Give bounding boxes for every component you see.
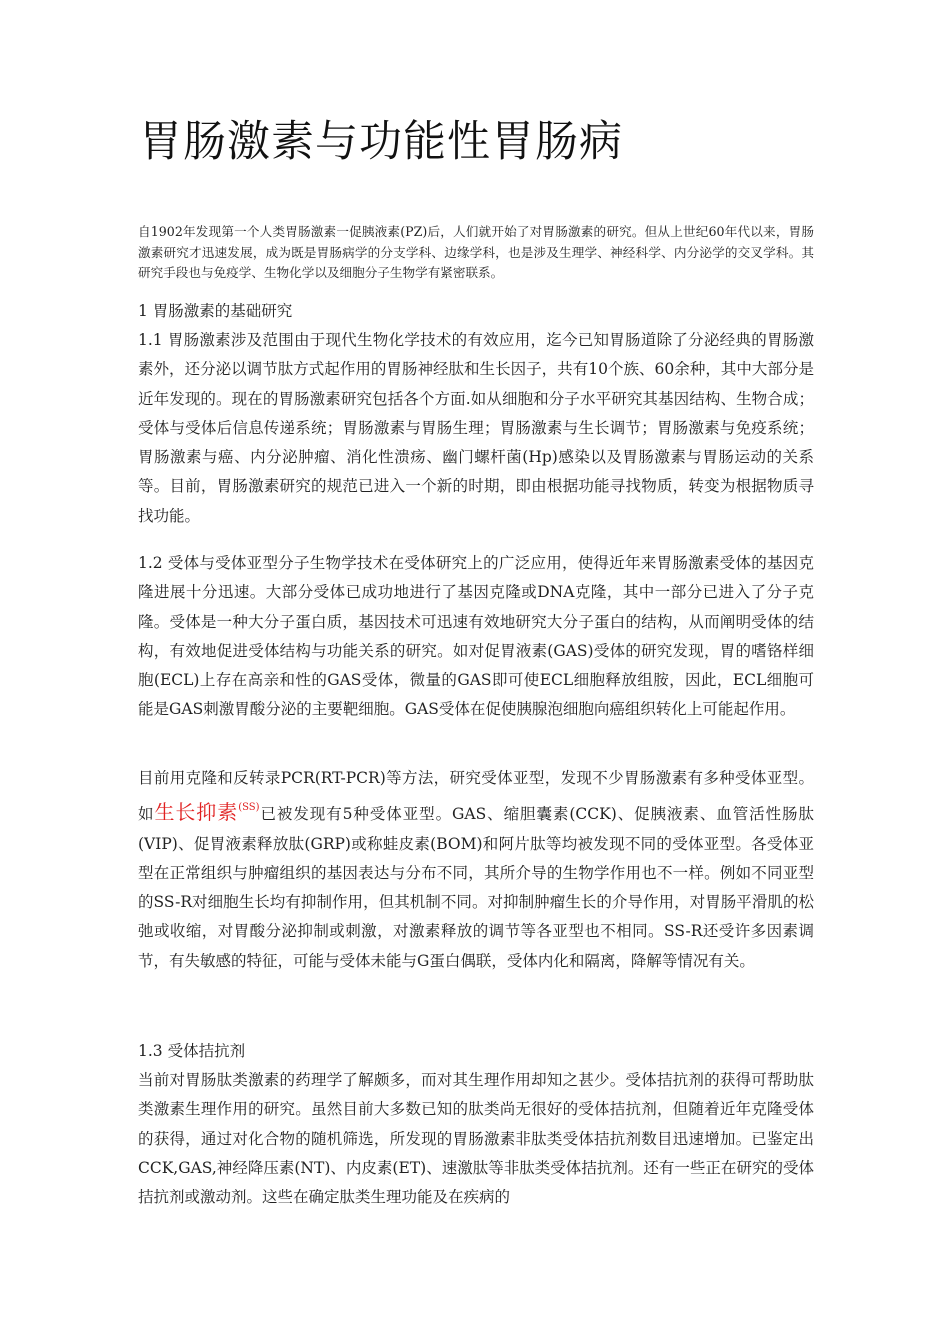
subtypes-text-before: 目前用克隆和反转录PCR(RT-PCR)等方法，研究受体亚型，发现不少胃肠激素有多种受体亚型。如 xyxy=(138,769,814,824)
section-1-3-paragraph: 当前对胃肠肽类激素的药理学了解颇多，而对其生理作用却知之甚少。受体拮抗剂的获得可帮助肽类激素生理作用的研究。虽然目前大多数已知的肽类尚无很好的受体拮抗剂，但随着近年克隆受体的获得，通过对化合物的随机筛选，所发现的胃肠激素非肽类受体拮抗剂数目迅速增加。已鉴定出CCK,GAS,神经降压素(NT)、内皮素(ET)、速激肽等非肽类受体拮抗剂。还有一些正在研究的受体拮抗剂或激动剂。这些在确定肽类生理功能及在疾病的 xyxy=(138,1071,814,1207)
intro-paragraph: 自1902年发现第一个人类胃肠激素一促胰液素(PZ)后，人们就开始了对胃肠激素的研究。但从上世纪60年代以来，胃肠激素研究才迅速发展，成为既是胃肠病学的分支学科、边缘学科，也是涉及生理学、神经科学、内分泌学的交叉学科。其研究手段也与免疫学、生物化学以及细胞分子生物学有紧密联系。 xyxy=(138,224,814,280)
somatostatin-abbrev: (SS) xyxy=(238,802,260,814)
subtypes-text-after: 已被发现有5种受体亚型。GAS、缩胆囊素(CCK)、促胰液素、血管活性肠肽(VIP)、促胃液素释放肽(GRP)或称蛙皮素(BOM)和阿片肽等均被发现不同的受体亚型。各受体亚型在正常组织与肿瘤组织的基因表达与分布不同，其所介导的生物学作用也不一样。例如不同亚型的SS-R对细胞生长均有抑制作用，但其机制不同。对抑制肿瘤生长的介导作用，对胃肠平滑肌的松弛或收缩，对胃酸分泌抑制或刺激，对激素释放的调节等各亚型也不相同。SS-R还受许多因素调节，有失敏感的特征，可能与受体未能与G蛋白偶联，受体内化和隔离，降解等情况有关。 xyxy=(138,805,814,970)
document-title: 胃肠激素与功能性胃肠病 xyxy=(139,117,623,167)
section-1-heading: 1 胃肠激素的基础研究 xyxy=(138,302,293,320)
somatostatin-term: 生长抑素 xyxy=(154,800,239,825)
section-1-2-subtypes-paragraph xyxy=(138,764,814,976)
section-1-2-paragraph: 1.2 受体与受体亚型分子生物学技术在受体研究上的广泛应用，使得近年来胃肠激素受体的基因克隆进展十分迅速。大部分受体已成功地进行了基因克隆或DNA克隆，其中一部分已进入了分子克隆。受体是一种大分子蛋白质，基因技术可迅速有效地研究大分子蛋白的结构，从而阐明受体的结构，有效地促进受体结构与功能关系的研究。如对促胃液素(GAS)受体的研究发现，胃的嗜铬样细胞(ECL)上存在高亲和性的GAS受体，微量的GAS即可使ECL细胞释放组胺，因此，ECL细胞可能是GAS刺激胃酸分泌的主要靶细胞。GAS受体在促使胰腺泡细胞向癌组织转化上可能起作用。 xyxy=(138,554,814,719)
section-1-1-paragraph: 1.1 胃肠激素涉及范围由于现代生物化学技术的有效应用，迄今已知胃肠道除了分泌经典的胃肠激素外，还分泌以调节肽方式起作用的胃肠神经肽和生长因子，共有10个族、60余种，其中大部分是近年发现的。现在的胃肠激素研究包括各个方面.如从细胞和分子水平研究其基因结构、生物合成；受体与受体后信息传递系统；胃肠激素与胃肠生理；胃肠激素与生长调节；胃肠激素与免疫系统；胃肠激素与癌、内分泌肿瘤、消化性溃疡、幽门螺杆菌(Hp)感染以及胃肠激素与胃肠运动的关系等。目前，胃肠激素研究的规范已进入一个新的时期，即由根据功能寻找物质，转变为根据物质寻找功能。 xyxy=(138,331,814,525)
section-1-3-heading: 1.3 受体拮抗剂 xyxy=(138,1042,246,1060)
